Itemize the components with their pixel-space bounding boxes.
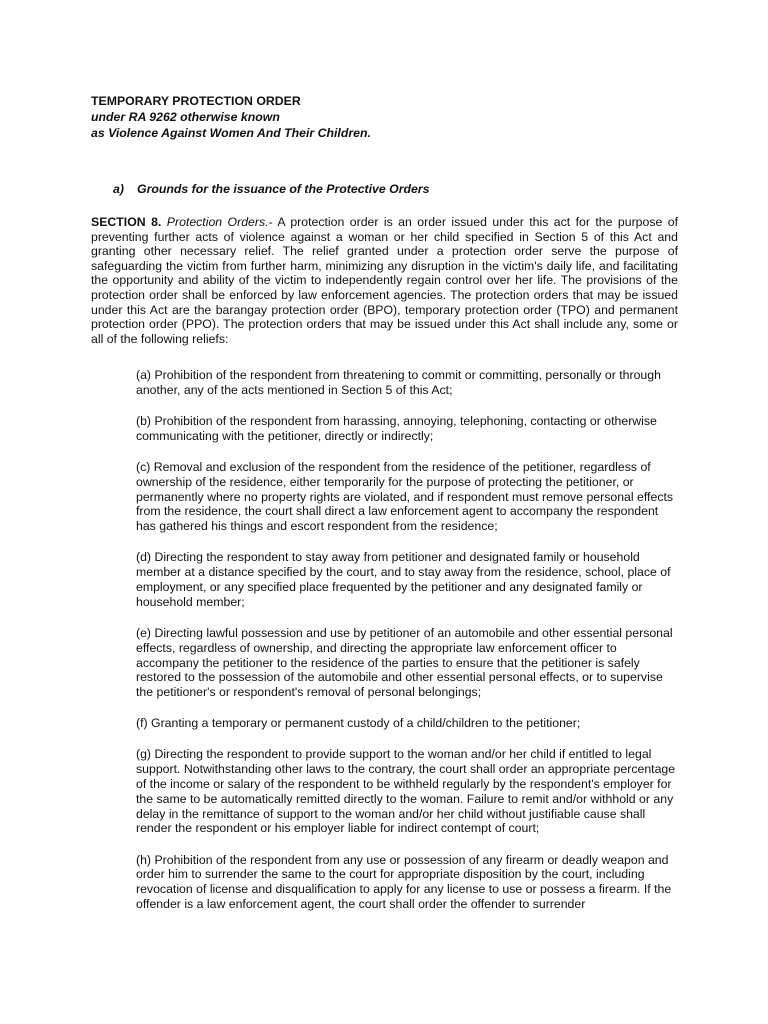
subheading-letter: a)	[113, 182, 124, 196]
section-8-paragraph	[91, 215, 678, 346]
relief-item-c: (c) Removal and exclusion of the respondent from the residence of the petitioner, regardless of ownership of the residence, either temporarily for the purpose of protecting the petitioner, or permanently where no property rights are violated, and if respondent must remove personal effects from the residence, the court shall direct a law enforcement agent to accompany the respondent has gathered his things and escort respondent from the residence;	[136, 459, 674, 534]
subheading-text: Grounds for the issuance of the Protective Orders	[137, 182, 430, 196]
document-title-block	[91, 93, 371, 141]
title-line-2: under RA 9262 otherwise known	[91, 110, 280, 124]
subheading	[113, 181, 429, 197]
relief-item-h: (h) Prohibition of the respondent from any use or possession of any firearm or deadly weapon and order him to surrender the same to the court for appropriate disposition by the court, including revocation of license and disqualification to apply for any license to use or possess a firearm. If the offender is a law enforcement agent, the court shall order the offender to surrender	[136, 852, 672, 912]
relief-item-f: (f) Granting a temporary or permanent custody of a child/children to the petitioner;	[136, 716, 581, 731]
relief-item-e: (e) Directing lawful possession and use by petitioner of an automobile and other essential personal effects, regardless of ownership, and directing the appropriate law enforcement officer to accompany the petitioner to the residence of the parties to ensure that the petitioner is safely restored to the possession of the automobile and other essential personal effects, or to supervise the petitioner's or respondent's removal of personal belongings;	[136, 625, 673, 700]
reliefs-list	[136, 368, 681, 928]
relief-item-d: (d) Directing the respondent to stay away from petitioner and designated family or household member at a distance specified by the court, and to stay away from the residence, school, place of employment, or any specified place frequented by the petitioner and any designated family or household member;	[136, 550, 671, 609]
section-title: Protection Orders.	[166, 215, 269, 229]
relief-item-b: (b) Prohibition of the respondent from harassing, annoying, telephoning, contacting or otherwise communicating with the petitioner, directly or indirectly;	[136, 413, 657, 443]
title-line-3: as Violence Against Women And Their Children.	[91, 126, 371, 140]
section-label: SECTION 8.	[91, 215, 162, 229]
relief-item-a: (a) Prohibition of the respondent from threatening to commit or committing, personally or through another, any of the acts mentioned in Section 5 of this Act;	[136, 368, 661, 397]
relief-item-g: (g) Directing the respondent to provide support to the woman and/or her child if entitled to legal support. Notwithstanding other laws to the contrary, the court shall order an appropriate percentage of the income or salary of the respondent to be withheld regularly by the respondent's employer for the same to be automatically remitted directly to the woman. Failure to remit and/or withhold or any delay in the remittance of support to the woman and/or her child without justifiable cause shall render the respondent or his employer liable for indirect contempt of court;	[136, 747, 676, 836]
section-body: - A protection order is an order issued under this act for the purpose of preventing further acts of violence against a woman or her child specified in Section 5 of this Act and granting other necessary relief. The relief granted under a protection order serve the purpose of safeguarding the victim from further harm, minimizing any disruption in the victim's daily life, and facilitating the opportunity and ability of the victim to independently regain control over her life. The provisions of the protection order shall be enforced by law enforcement agencies. The protection orders that may be issued under this Act are the barangay protection order (BPO), temporary protection order (TPO) and permanent protection order (PPO). The protection orders that may be issued under this Act shall include any, some or all of the following reliefs:	[91, 215, 679, 346]
document-title: TEMPORARY PROTECTION ORDER	[91, 94, 301, 108]
